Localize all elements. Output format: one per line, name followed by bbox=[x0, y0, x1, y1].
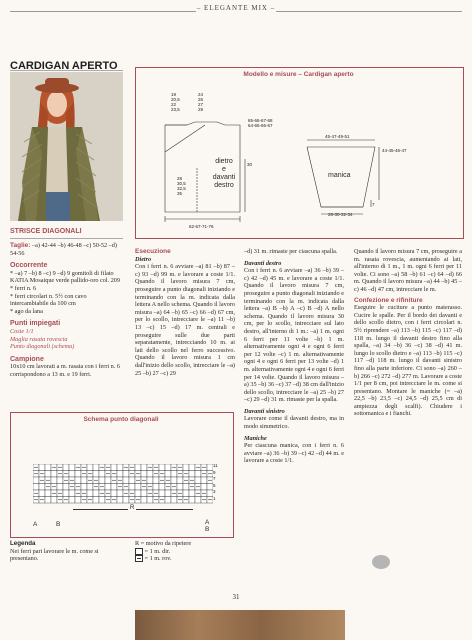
front-height: 30 bbox=[247, 162, 253, 167]
stitch-cell bbox=[39, 490, 45, 497]
stitch-cell bbox=[63, 464, 69, 471]
stitch-cell bbox=[183, 484, 189, 491]
page-number: 31 bbox=[232, 593, 240, 601]
stitch-cell bbox=[57, 477, 63, 484]
occorrente-item: * ferri n. 6 bbox=[10, 284, 37, 292]
sleeve-top: 45-47-49-51 bbox=[325, 134, 350, 139]
col4-text2: Eseguire le cuciture a punto materasso. Cucire le spalle. Per il bordo dei davanti e dello scollo dietro, con i ferri circolari n. 5½ riprendere –a) 113 –b) 115 –c) 117 –d) 118 m. lungo il davanti destro fino alla spalla, –a) 34 –b) 36 –c) 38 –d) 41 m. lungo lo scollo dietro e –a) 113 –b) 115 –c) 117 –d) 118 m. lungo il davanti sinistro fino alla parte inferiore. Ci sono –a) 260 –b) 266 –c) 272 –d) 277 m. Lavorare a coste 1/1 per 8 cm, poi intrecciare le m. come si presentano. Montare le maniche (= –a) 22,5 –b) 23,5 –c) 24,5 –d) 25,5 cm di ampiezza degli scalfi). Chiudere i sottomanica e i fianchi. bbox=[354, 304, 462, 418]
stitch-cell bbox=[33, 477, 39, 484]
stitch-cell bbox=[105, 484, 111, 491]
stitch-cell bbox=[39, 464, 45, 471]
sleeve-label: manica bbox=[328, 172, 351, 179]
punti-item: Coste 1/1 bbox=[10, 327, 34, 335]
stitch-cell bbox=[201, 484, 207, 491]
stitch-cell bbox=[75, 471, 81, 478]
stitch-cell bbox=[147, 471, 153, 478]
stitch-grid bbox=[33, 464, 213, 504]
stitch-cell bbox=[189, 471, 195, 478]
model-illustration bbox=[10, 72, 123, 221]
stitch-cell bbox=[69, 464, 75, 471]
stitch-cell bbox=[45, 490, 51, 497]
stitch-cell bbox=[45, 471, 51, 478]
dietro-text: Con i ferri n. 6 avviare –a) 81 –b) 87 –c) 93 –d) 99 m. e lavorare a coste 1/1. Quando il lavoro misura 7 cm, proseguire a punto diagonali iniziando e terminando con la m. indicata dalla lettera A nello schema. Quando il lavoro misura –a) 64 –b) 65 –c) 66 –d) 67 cm, per lo scollo, intrecciare le –a) 11 –b) 13 –c) 15 –d) 17 m. centrali e proseguire sulle due parti separatamente, intrecciando 10 m. ai lati dello scollo nel ferro successivo. Quando il lavoro misura 1 cm dall'inizio dello scollo, intrecciare le –a) 25 –b) 27 –c) 29 bbox=[135, 263, 235, 377]
label-line: destro bbox=[214, 182, 234, 189]
pattern-schematic bbox=[135, 67, 462, 237]
stitch-cell bbox=[105, 477, 111, 484]
sleeve-width: 28-30-32-34 bbox=[328, 212, 353, 217]
page-title: CARDIGAN APERTO bbox=[10, 60, 118, 72]
marker-a: A bbox=[33, 521, 38, 528]
stitch-cell bbox=[93, 464, 99, 471]
taglie-text: –a) 42-44 –b) 46-48 –c) 50-52 –d) 54-56 bbox=[10, 242, 117, 257]
stitch-cell bbox=[177, 484, 183, 491]
row-numbers bbox=[213, 463, 218, 502]
stitch-cell bbox=[93, 490, 99, 497]
texture-photo bbox=[135, 610, 345, 640]
punti-item: Punto diagonali (schema) bbox=[10, 343, 75, 351]
stitch-cell bbox=[117, 497, 123, 504]
size-value: 20,5 bbox=[171, 97, 180, 102]
stitch-cell bbox=[87, 484, 93, 491]
stitch-cell bbox=[75, 497, 81, 504]
col3-text3: Lavorare come il davanti destro, ma in modo simmetrico. bbox=[244, 415, 344, 431]
size-value: 22 bbox=[171, 102, 177, 107]
stitch-cell bbox=[165, 490, 171, 497]
marker-b2: B bbox=[205, 526, 210, 533]
stitch-cell bbox=[81, 477, 87, 484]
stitch-cell bbox=[195, 497, 201, 504]
column-3 bbox=[244, 248, 344, 465]
stitch-cell bbox=[159, 484, 165, 491]
confezione-title: Confezione e rifiniture bbox=[354, 296, 423, 304]
stitch-cell bbox=[141, 464, 147, 471]
davanti-destro-title: Davanti destro bbox=[244, 259, 282, 267]
publisher-logo bbox=[372, 555, 390, 569]
stitch-cell bbox=[69, 490, 75, 497]
stitch-cell bbox=[99, 477, 105, 484]
knit-symbol-icon bbox=[135, 548, 143, 555]
marker-b: B bbox=[56, 521, 61, 528]
front-inner-sizes bbox=[177, 176, 186, 196]
stitch-cell bbox=[165, 497, 171, 504]
stitch-cell bbox=[87, 490, 93, 497]
stitch-cell bbox=[147, 497, 153, 504]
label-line: davanti bbox=[212, 174, 236, 181]
stitch-cell bbox=[141, 490, 147, 497]
stitch-cell bbox=[123, 471, 129, 478]
occorrente-item: * –a) 7 –b) 8 –c) 9 –d) 9 gomitoli di filato KATIA Mosaique verde pallido-oro col. 209 bbox=[10, 269, 120, 285]
stitch-cell bbox=[147, 477, 153, 484]
row-number: 11 bbox=[213, 463, 218, 468]
size-value: 26 bbox=[198, 97, 204, 102]
stitch-cell bbox=[159, 490, 165, 497]
front-width: 62-67-71-76 bbox=[189, 224, 214, 229]
stitch-cell bbox=[81, 484, 87, 491]
column-4 bbox=[354, 248, 462, 418]
stitch-cell bbox=[99, 497, 105, 504]
stitch-cell bbox=[165, 464, 171, 471]
stitch-cell bbox=[141, 471, 147, 478]
stitch-cell bbox=[189, 464, 195, 471]
stitch-cell bbox=[87, 464, 93, 471]
front-sizes-top-right bbox=[198, 92, 203, 112]
column-2 bbox=[135, 248, 235, 377]
stitch-cell bbox=[57, 484, 63, 491]
front-sizes-top-left bbox=[171, 92, 180, 112]
stitch-cell bbox=[111, 484, 117, 491]
stitch-cell bbox=[171, 471, 177, 478]
stitch-cell bbox=[117, 464, 123, 471]
stitch-cell bbox=[195, 471, 201, 478]
davanti-sinistro-title: Davanti sinistro bbox=[244, 407, 285, 415]
marker-ab bbox=[205, 519, 209, 533]
stitch-cell bbox=[153, 484, 159, 491]
legend-items bbox=[135, 540, 235, 563]
stitch-cell bbox=[183, 490, 189, 497]
label-line: dietro bbox=[215, 158, 233, 165]
size-value: 32,5 bbox=[177, 186, 186, 191]
front-label bbox=[205, 158, 243, 190]
title-rule bbox=[10, 70, 123, 71]
stitch-cell bbox=[69, 497, 75, 504]
size-value: 24 bbox=[198, 92, 204, 97]
size-value: 19 bbox=[171, 92, 177, 97]
stitch-cell bbox=[63, 490, 69, 497]
stitch-cell bbox=[201, 477, 207, 484]
label-line: e bbox=[222, 166, 226, 173]
stitch-cell bbox=[123, 497, 129, 504]
row-number: 1 bbox=[213, 495, 216, 501]
stitch-cell bbox=[195, 477, 201, 484]
stitch-cell bbox=[165, 471, 171, 478]
row-number: 5 bbox=[213, 482, 216, 488]
stitch-cell bbox=[177, 477, 183, 484]
col3-text2: Con i ferri n. 6 avviare –a) 36 –b) 39 –c) 42 –d) 45 m. e lavorare a coste 1/1. Quando il lavoro misura 7 cm, proseguire a punto diagonali iniziando e terminando con la m. indicata dalla lettera –a) B –b) A –c) B –d) A nello schema. Quando il lavoro misura 30 cm, per lo scollo, intrecciare sul lato destro, all'interno di 1 m.: –a) 1 m. ogni 6 ferri per 11 volte –b) 1 m. alternativamente ogni 4 e ogni 6 ferri per 12 volte –c) 1 m. alternativamente ogni 4 e ogni 6 ferri per 13 volte –d) 1 m. alternativamente ogni 4 e ogni 6 ferri per 14 volte. Quando il lavoro misura –a) 35 –b) 36 –c) 37 –d) 38 cm dall'inizio dello scollo, intrecciare le –a) 25 –b) 27 –c) 29 –d) 31 m. rimaste per la spalla. bbox=[244, 267, 344, 404]
diagram-title: Modello e misure – Cardigan aperto bbox=[243, 71, 354, 78]
sleeve-side: 44-45-46-47 bbox=[382, 148, 407, 153]
size-value: 29 bbox=[198, 107, 204, 112]
magazine-header: – ELEGANTE MIX – bbox=[196, 4, 276, 12]
stitch-cell bbox=[69, 471, 75, 478]
col3-text4: Per ciascuna manica, con i ferri n. 6 avviare –a) 36 –b) 39 –c) 42 –d) 44 m. e lavorare a coste 1/1. bbox=[244, 442, 344, 465]
stitch-cell bbox=[111, 464, 117, 471]
stitch-cell bbox=[63, 484, 69, 491]
stitch-cell bbox=[93, 497, 99, 504]
occorrente-item: * ago da lana bbox=[10, 307, 43, 315]
stitch-cell bbox=[117, 490, 123, 497]
stitch-cell bbox=[93, 471, 99, 478]
sleeve-cuff-height: 7 bbox=[372, 202, 375, 207]
purl-symbol-icon bbox=[135, 555, 143, 562]
stitch-cell bbox=[159, 464, 165, 471]
size-value: 65-66-67-68 bbox=[248, 118, 273, 123]
stitch-cell bbox=[135, 484, 141, 491]
stitch-cell bbox=[99, 471, 105, 478]
campione-title: Campione bbox=[10, 355, 44, 363]
stitch-cell bbox=[141, 497, 147, 504]
size-value: 35 bbox=[177, 191, 183, 196]
size-value: 23,5 bbox=[171, 107, 180, 112]
model-photo bbox=[10, 72, 123, 221]
occorrente-title: Occorrente bbox=[10, 262, 48, 270]
stitch-cell bbox=[189, 490, 195, 497]
repeat-label: R bbox=[130, 505, 135, 511]
header-rule-left bbox=[10, 11, 196, 12]
row-number: 7 bbox=[213, 476, 216, 481]
size-value: 27 bbox=[198, 102, 204, 107]
stitch-cell bbox=[45, 497, 51, 504]
stitch-cell bbox=[129, 484, 135, 491]
stitch-cell bbox=[183, 464, 189, 471]
stitch-cell bbox=[135, 490, 141, 497]
legend-text: Nei ferri pari lavorare le m. come si presentano. bbox=[10, 547, 99, 563]
legend-knit: = 1 m. dir. bbox=[144, 547, 171, 555]
stitch-cell bbox=[51, 471, 57, 478]
legend-title: Legenda bbox=[10, 540, 36, 547]
chart-title: Schema punto diagonali bbox=[83, 416, 159, 423]
col4-text1: Quando il lavoro misura 7 cm, proseguire a m. rasata rovescia, aumentando ai lati, all'interno di 1 m., 1 m. ogni 6 ferri per 11 volte. Ci sono –a) 58 –b) 61 –c) 64 –d) 66 m. Quando il lavoro misura –a) 44 –b) 45 –c) 46 –d) 47 cm, intrecciare le m. bbox=[354, 248, 462, 293]
stitch-cell bbox=[39, 484, 45, 491]
taglie-label: Taglie: bbox=[10, 242, 31, 249]
punti-item: Maglia rasata rovescia bbox=[10, 335, 68, 343]
stitch-cell bbox=[117, 471, 123, 478]
occorrente-item: * ferri circolari n. 5½ con cavo intercambiabile da 100 cm bbox=[10, 292, 87, 308]
esecuzione-title: Esecuzione bbox=[135, 248, 171, 255]
stitch-cell bbox=[171, 497, 177, 504]
stitch-cell bbox=[153, 477, 159, 484]
marker-a2: A bbox=[205, 519, 210, 526]
stitch-cell bbox=[51, 497, 57, 504]
maniche-title: Maniche bbox=[244, 434, 267, 442]
legend-repeat: R = motivo da ripetere bbox=[135, 540, 192, 547]
front-right-measures bbox=[248, 118, 273, 128]
stitch-cell bbox=[111, 490, 117, 497]
stitch-cell bbox=[75, 477, 81, 484]
col3-text1: –d) 31 m. rimaste per ciascuna spalla. bbox=[244, 248, 338, 255]
size-value: 30,5 bbox=[177, 181, 186, 186]
stitch-cell bbox=[171, 477, 177, 484]
stitch-cell bbox=[129, 477, 135, 484]
size-value: 64-65-66-67 bbox=[248, 123, 273, 128]
stitch-cell bbox=[135, 464, 141, 471]
left-column bbox=[10, 242, 126, 379]
section-rule bbox=[10, 238, 123, 239]
stitch-cell bbox=[45, 464, 51, 471]
punti-title: Punti impiegati bbox=[10, 320, 61, 328]
legend-purl: = 1 m. rov. bbox=[144, 555, 172, 563]
stitch-cell bbox=[51, 477, 57, 484]
stitch-cell bbox=[189, 497, 195, 504]
stitch-cell bbox=[33, 484, 39, 491]
repeat-bracket bbox=[33, 505, 213, 515]
row-number: 9 bbox=[213, 469, 216, 475]
neck-slope bbox=[165, 125, 205, 152]
campione-text: 10x10 cm lavorati a m. rasata con i ferri n. 6 corrispondono a 13 m. e 19 ferri. bbox=[10, 363, 120, 378]
row-number: 3 bbox=[213, 489, 216, 494]
header-rule-right bbox=[276, 11, 462, 12]
section-strisce: STRISCE DIAGONALI bbox=[10, 228, 82, 235]
size-value: 28 bbox=[177, 176, 183, 181]
dietro-title: Dietro bbox=[135, 255, 152, 263]
stitch-cell bbox=[123, 477, 129, 484]
legend-block bbox=[10, 540, 114, 563]
